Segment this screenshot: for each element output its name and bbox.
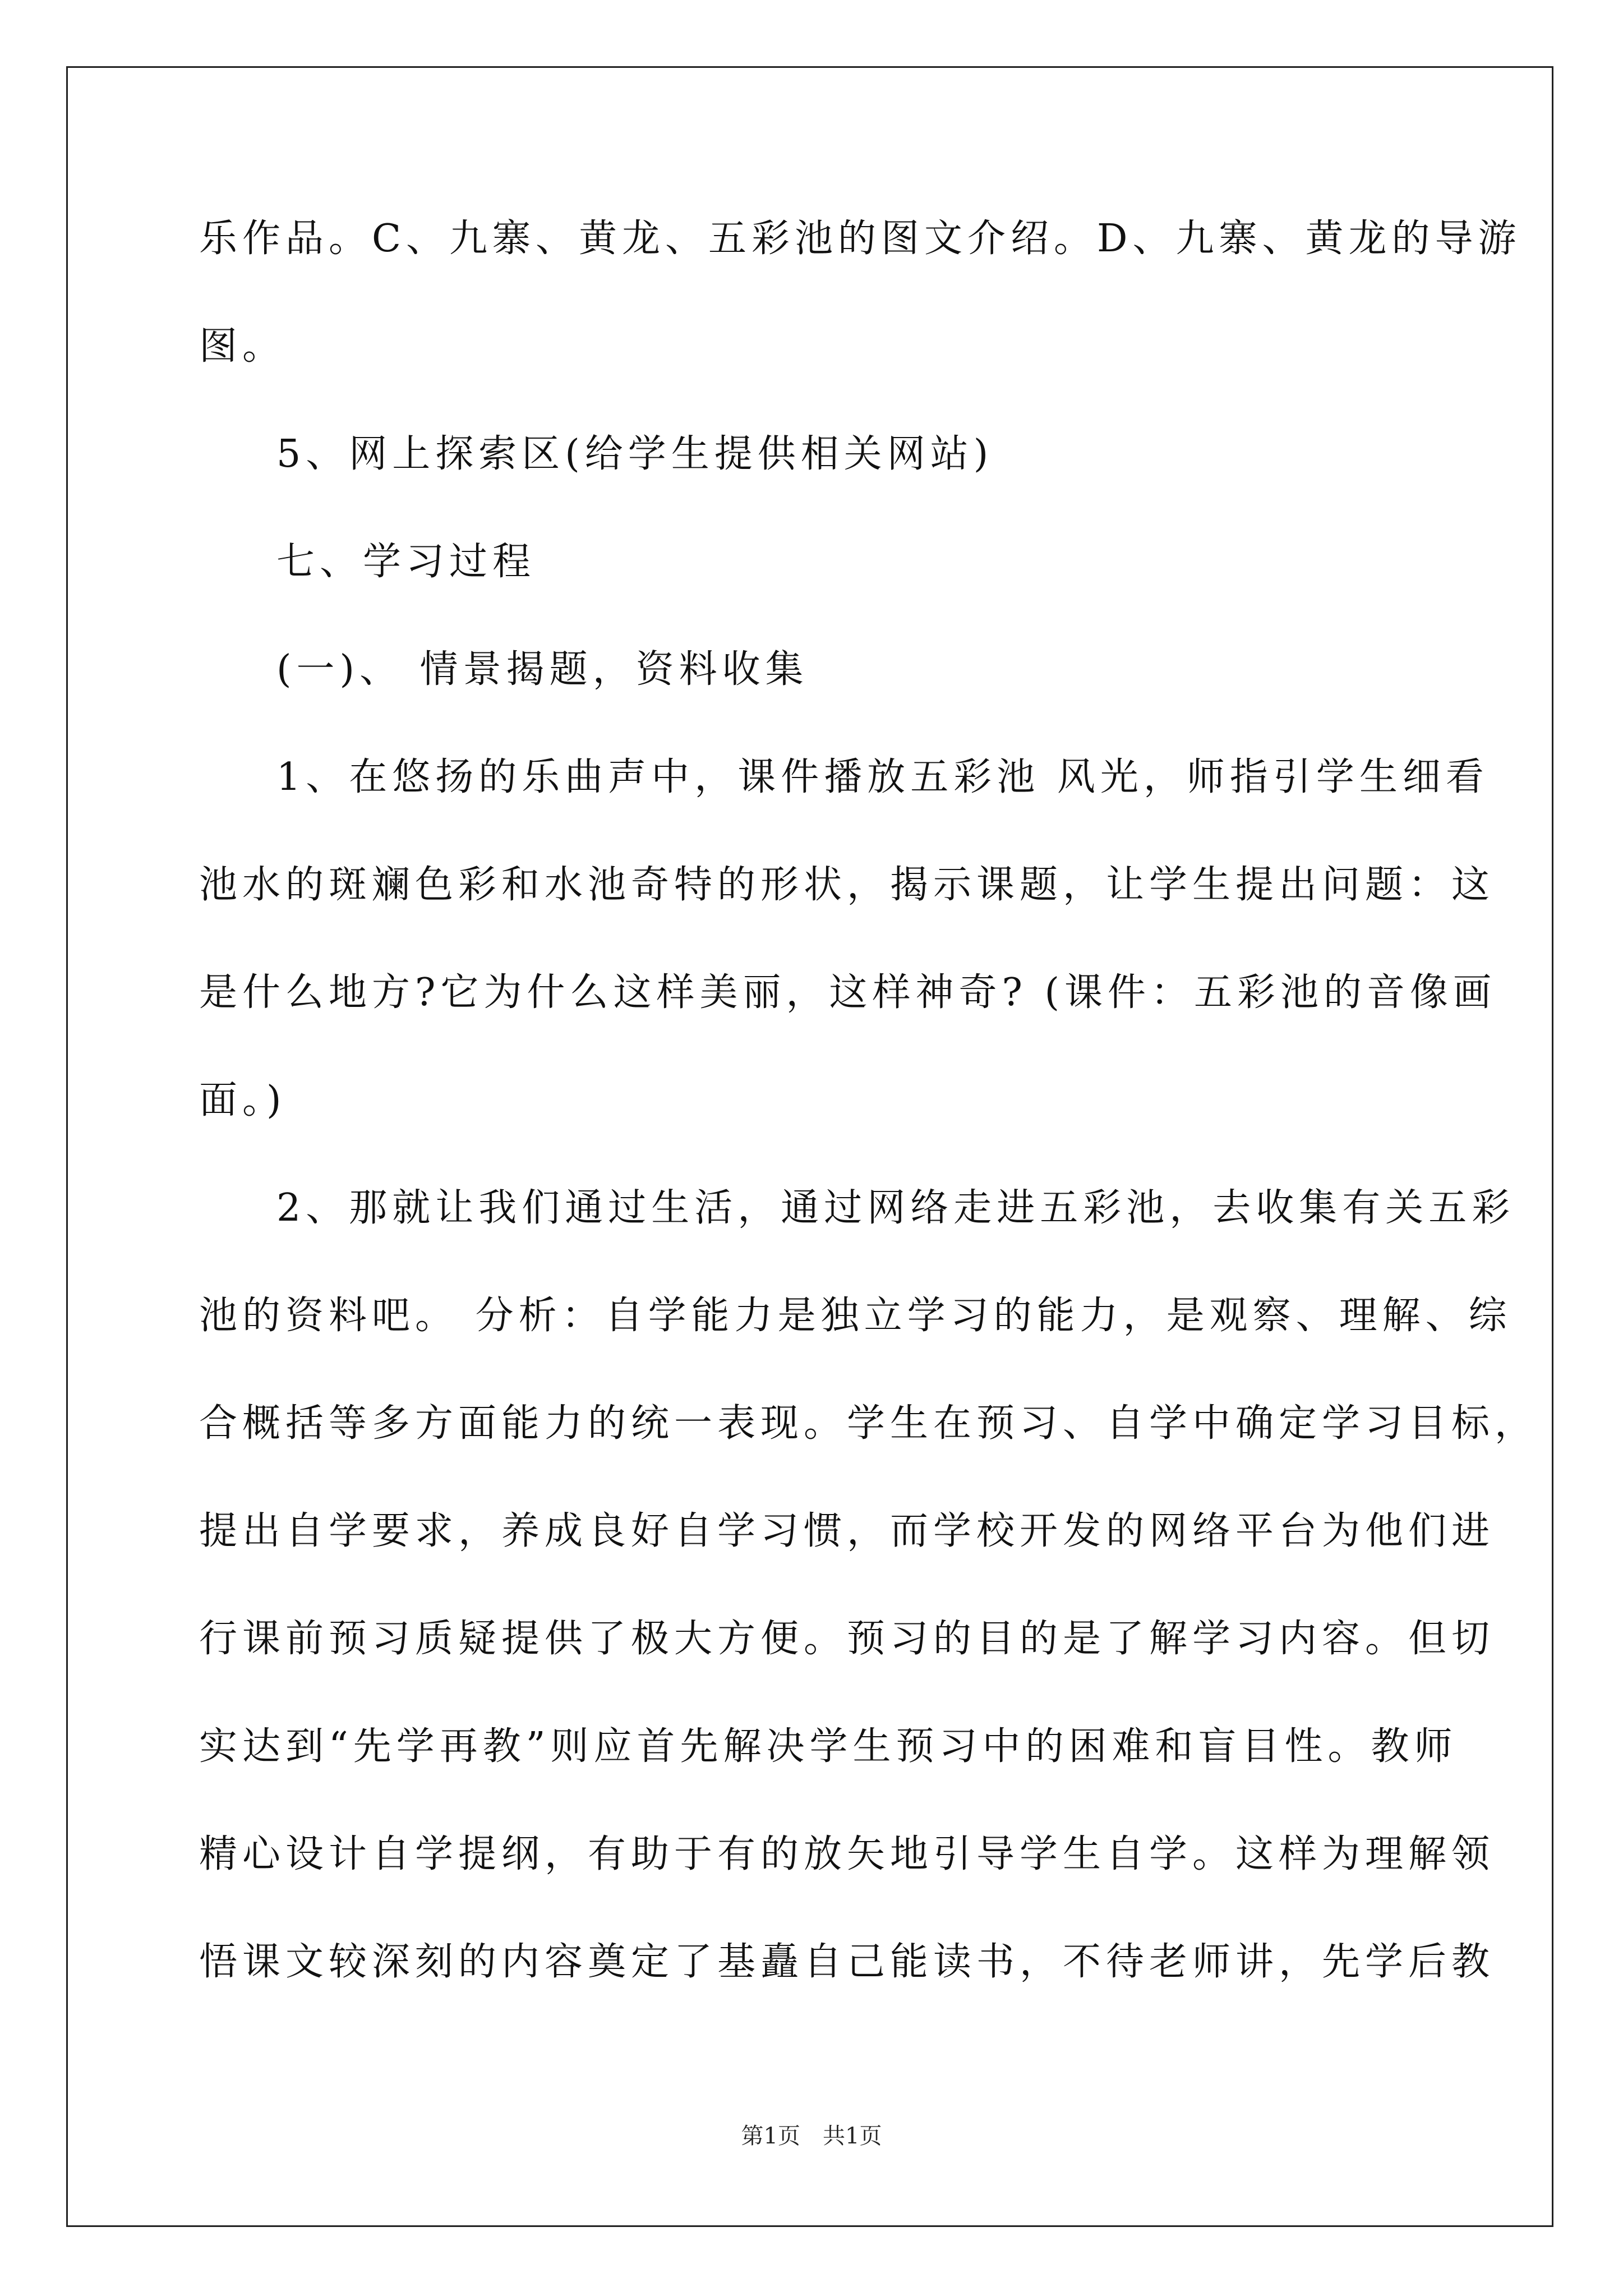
text-line-8: 是什么地方?它为什么这样美丽，这样神奇? (课件：五彩池的音像画 bbox=[199, 970, 1497, 1015]
text-line-3: 5、网上探索区(给学生提供相关网站) bbox=[276, 432, 994, 476]
text-line-2: 图。 bbox=[199, 324, 286, 369]
text-line-9: 面。) bbox=[199, 1078, 287, 1122]
text-line-16: 精心设计自学提纲，有助于有的放矢地引导学生自学。这样为理解领 bbox=[199, 1832, 1495, 1876]
text-line-13: 提出自学要求，养成良好自学习惯，而学校开发的网络平台为他们进 bbox=[199, 1509, 1495, 1553]
text-line-7: 池水的斑斓色彩和水池奇特的形状，揭示课题，让学生提出问题：这 bbox=[199, 863, 1495, 907]
text-line-10: 2、那就让我们通过生活，通过网络走进五彩池，去收集有关五彩 bbox=[276, 1186, 1515, 1230]
text-line-14: 行课前预习质疑提供了极大方便。预习的目的是了解学习内容。但切 bbox=[199, 1617, 1495, 1661]
text-line-1: 乐作品。C、九寨、黄龙、五彩池的图文介绍。D、九寨、黄龙的导游 bbox=[199, 217, 1521, 261]
document-body bbox=[199, 213, 1538, 2044]
text-line-17: 悟课文较深刻的内容奠定了基矗自己能读书，不待老师讲，先学后教 bbox=[199, 1940, 1495, 1984]
text-line-12: 合概括等多方面能力的统一表现。学生在预习、自学中确定学习目标， bbox=[199, 1401, 1538, 1446]
section-heading: 七、学习过程 bbox=[276, 540, 536, 584]
text-line-6: 1、在悠扬的乐曲声中，课件播放五彩池 风光，师指引学生细看 bbox=[276, 755, 1489, 799]
page-number-footer: 第1页 共1页 bbox=[741, 2123, 882, 2149]
subsection-heading: (一)、 情景揭题，资料收集 bbox=[276, 647, 809, 692]
text-line-15: 实达到“先学再教”则应首先解决学生预习中的困难和盲目性。教师 bbox=[199, 1724, 1458, 1769]
text-line-11: 池的资料吧。 分析：自学能力是独立学习的能力，是观察、理解、综 bbox=[199, 1294, 1512, 1338]
